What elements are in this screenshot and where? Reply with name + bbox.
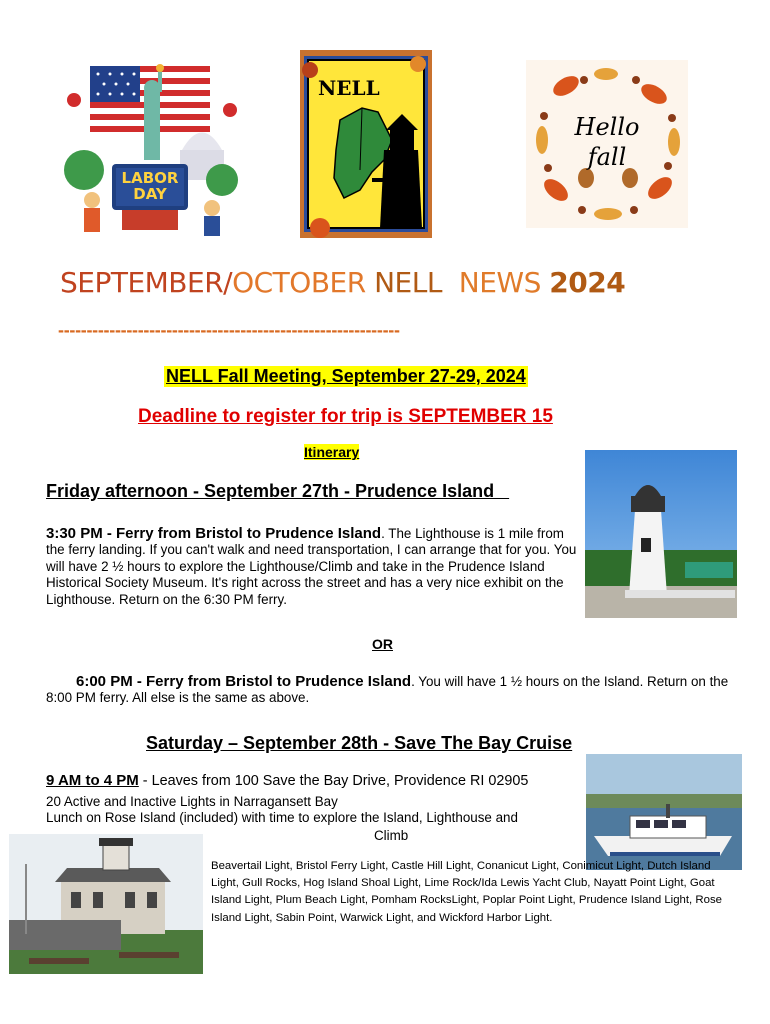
title-nell: NELL — [374, 266, 442, 299]
friday-ferry-option-1 — [46, 526, 578, 608]
ferry2-details: . You will have 1 ½ hours on the Island. Return on the 8:00 PM ferry. All else is the same as above. — [46, 674, 729, 706]
saturday-heading: Saturday – September 28th - Save The Bay Cruise — [146, 733, 573, 753]
registration-deadline: Deadline to register for trip is SEPTEMBER 15 — [138, 406, 553, 427]
friday-heading: Friday afternoon - September 27th - Prudence Island — [46, 481, 510, 501]
itinerary-label: Itinerary — [304, 444, 360, 460]
cruise-boat-photo — [586, 754, 742, 870]
hello-fall-image — [526, 60, 688, 228]
hello-fall-text: Hello fall — [574, 113, 640, 171]
nell-logo-text: NELL — [318, 76, 380, 100]
ferry1-time: 3:30 PM - Ferry from Bristol to Prudence Island — [46, 525, 382, 542]
title-september: SEPTEMBER/ — [60, 266, 233, 299]
friday-ferry-option-2 — [46, 674, 736, 707]
cruise-time-line — [46, 772, 528, 789]
or-separator: OR — [372, 636, 393, 652]
lights-list: Beavertail Light, Bristol Ferry Light, Castle Hill Light, Conanicut Light, Conimicut Light, Dutch Island Light, Gull Rocks, Hog Island Shoal Light, Lime Rock/Ida Lewis Yacht Club, Nayatt Point Light, Goat Island Light, Plum Beach Light, Pomham RocksLight, Poplar Point Light, Prudence Island Light, Rose Island Light, Sabin Point, Warwick Light, and Wickford Harbor Light. — [211, 860, 722, 924]
lights-count: 20 Active and Inactive Lights in Narragansett Bay — [46, 794, 338, 809]
ferry1-details: . The Lighthouse is 1 mile from the ferry landing. If you can't walk and need transportation, I can arrange that for you. You will have 2 ½ hours to explore the Lighthouse/Climb and take in the Prudence Island Historical Society Museum. It's right across the street and has a very nice exhibit on the Lighthouse. Return on the 6:30 PM ferry. — [46, 526, 577, 607]
lunch-info-climb: Climb — [374, 828, 409, 843]
cruise-departure: - Leaves from 100 Save the Bay Drive, Providence RI 02905 — [138, 773, 529, 789]
title-year: 2024 — [549, 266, 626, 299]
prudence-lighthouse-photo — [585, 450, 737, 618]
rose-island-light-photo — [9, 834, 203, 974]
title-divider: ------------------------------------------------------------ — [58, 320, 400, 340]
nell-logo — [300, 50, 432, 238]
cruise-time: 9 AM to 4 PM — [46, 772, 139, 789]
ferry2-time: 6:00 PM - Ferry from Bristol to Prudence Island — [76, 673, 412, 690]
meeting-heading: NELL Fall Meeting, September 27-29, 2024 — [166, 366, 526, 386]
lunch-info: Lunch on Rose Island (included) with time to explore the Island, Lighthouse and — [46, 810, 518, 825]
labor-day-image — [62, 60, 240, 238]
title-news: NEWS — [458, 266, 541, 299]
title-october: OCTOBER — [232, 266, 366, 299]
labor-day-sign-text: LABOR DAY — [121, 169, 179, 203]
newsletter-title — [60, 266, 720, 299]
